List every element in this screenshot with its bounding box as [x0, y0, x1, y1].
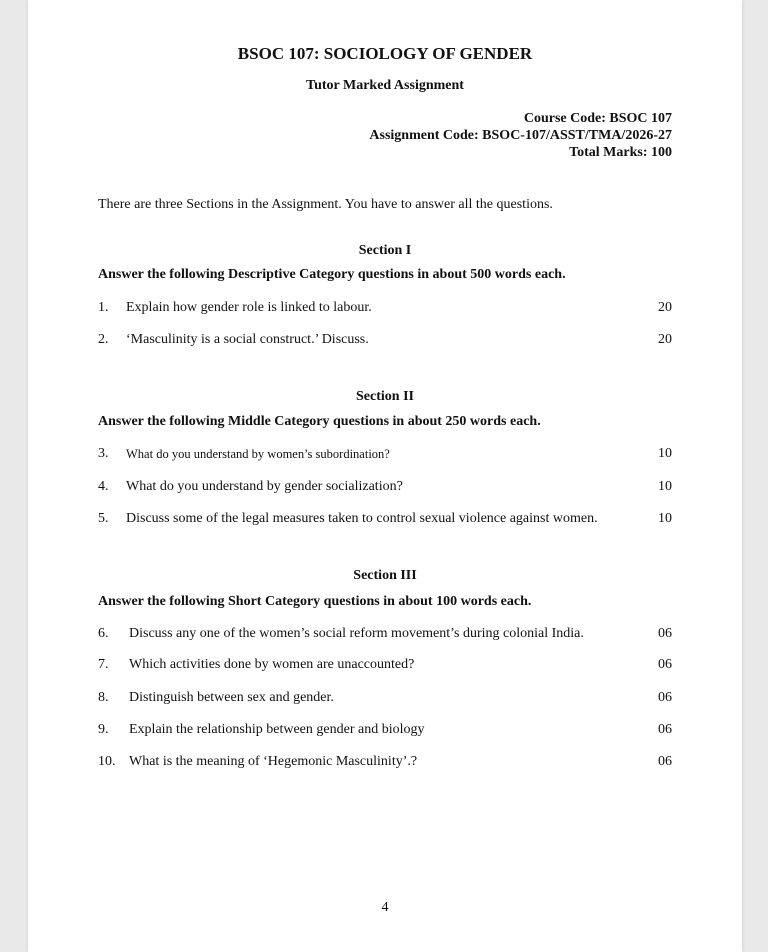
total-marks: Total Marks: 100 [569, 145, 672, 160]
course-code: Course Code: BSOC 107 [523, 111, 672, 126]
question-number: 10. [98, 754, 116, 769]
document-subtitle: Tutor Marked Assignment [306, 78, 464, 93]
document-page [28, 0, 742, 952]
question-number: 7. [98, 657, 109, 672]
question-text: Discuss some of the legal measures taken to control sexual violence against women. [126, 511, 598, 526]
question-text: Explain the relationship between gender and biology [129, 722, 425, 737]
question-number: 4. [98, 479, 109, 494]
question-marks: 06 [658, 690, 672, 705]
question-marks: 10 [658, 446, 672, 461]
intro-text: There are three Sections in the Assignment. You have to answer all the questions. [98, 197, 553, 212]
question-number: 9. [98, 722, 109, 737]
question-marks: 20 [658, 332, 672, 347]
question-text: What do you understand by gender socialization? [126, 479, 403, 494]
section-instruction: Answer the following Middle Category questions in about 250 words each. [98, 414, 541, 429]
question-number: 8. [98, 690, 109, 705]
question-number: 6. [98, 626, 109, 641]
section-title: Section I [358, 243, 412, 258]
question-text: Which activities done by women are unaccounted? [129, 657, 415, 672]
question-marks: 20 [658, 300, 672, 315]
document-title: BSOC 107: SOCIOLOGY OF GENDER [237, 44, 533, 63]
assignment-code: Assignment Code: BSOC-107/ASST/TMA/2026-27 [369, 128, 672, 143]
question-text: What is the meaning of ‘Hegemonic Masculinity’.? [129, 754, 418, 769]
question-marks: 06 [658, 626, 672, 641]
question-text: Explain how gender role is linked to labour. [126, 300, 372, 315]
page-number: 4 [381, 900, 389, 915]
question-marks: 10 [658, 511, 672, 526]
question-marks: 06 [658, 754, 672, 769]
question-marks: 10 [658, 479, 672, 494]
section-instruction: Answer the following Descriptive Category questions in about 500 words each. [98, 267, 566, 282]
question-text: Discuss any one of the women’s social reform movement’s during colonial India. [129, 626, 584, 641]
question-number: 1. [98, 300, 109, 315]
question-marks: 06 [658, 657, 672, 672]
question-number: 3. [98, 446, 109, 461]
question-number: 2. [98, 332, 109, 347]
question-text: Distinguish between sex and gender. [129, 690, 334, 705]
section-instruction: Answer the following Short Category questions in about 100 words each. [98, 594, 532, 609]
section-title: Section III [353, 568, 417, 583]
question-text: ‘Masculinity is a social construct.’ Discuss. [126, 332, 369, 347]
question-marks: 06 [658, 722, 672, 737]
question-number: 5. [98, 511, 109, 526]
question-text: What do you understand by women’s subordination? [126, 447, 390, 461]
section-title: Section II [356, 389, 414, 404]
